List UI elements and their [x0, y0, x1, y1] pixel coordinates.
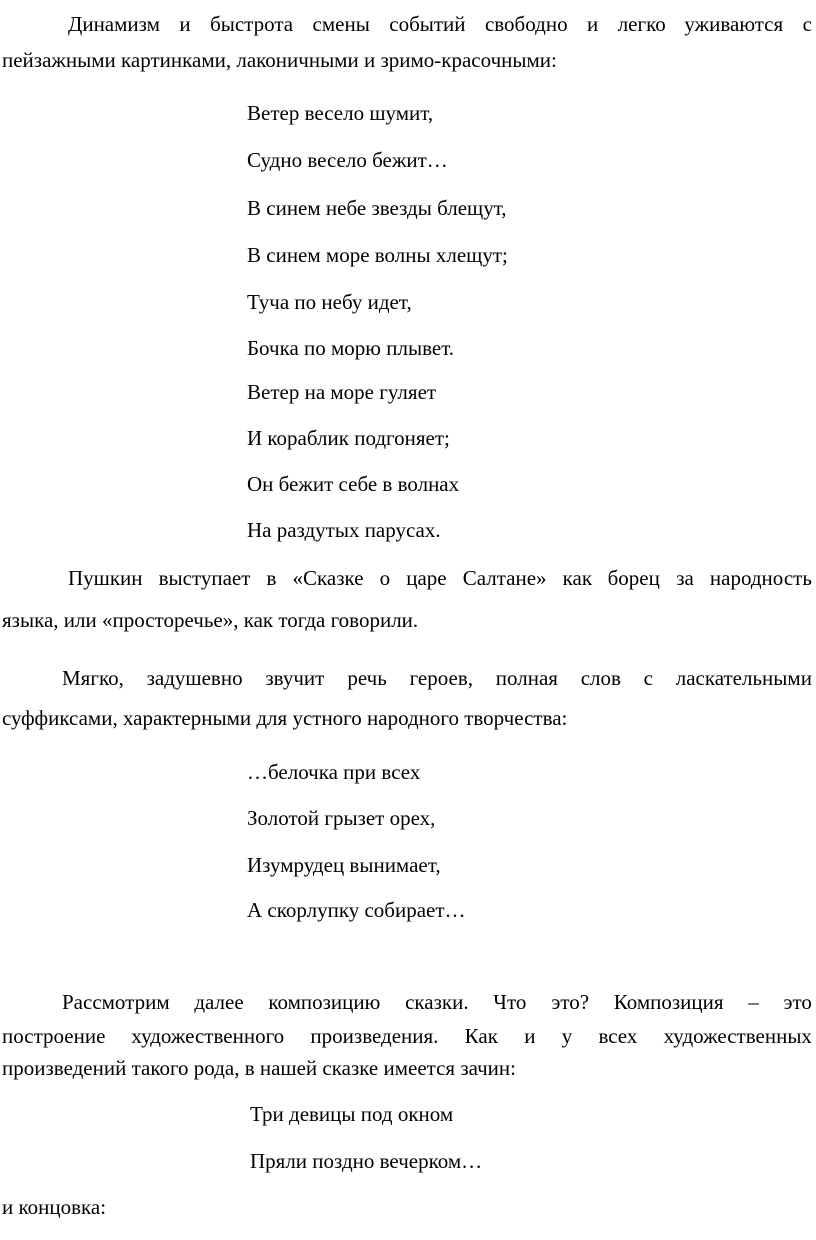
verse-line: В синем небе звезды блещут, [247, 196, 507, 220]
paragraph-3-line-2: суффиксами, характерными для устного народного творчества: [2, 706, 568, 730]
verse-line: Он бежит себе в волнах [247, 472, 460, 496]
paragraph-4-line-1: Рассмотрим далее композицию сказки. Что это? Композиция – это [62, 990, 812, 1014]
verse-line: Ветер на море гуляет [247, 380, 437, 404]
verse-line: На раздутых парусах. [247, 518, 441, 542]
verse-line: Туча по небу идет, [247, 290, 412, 314]
verse-line: В синем море волны хлещут; [247, 243, 508, 267]
verse-line: Бочка по морю плывет. [247, 336, 455, 360]
paragraph-4-line-3: произведений такого рода, в нашей сказке имеется зачин: [2, 1056, 516, 1080]
verse-line: Три девицы под окном [250, 1102, 454, 1126]
paragraph-1-line-1: Динамизм и быстрота смены событий свободно и легко уживаются с [68, 12, 812, 36]
paragraph-5-line-1: и концовка: [2, 1195, 107, 1219]
verse-line: Пряли поздно вечерком… [250, 1149, 483, 1173]
verse-line: Судно весело бежит… [247, 148, 448, 172]
paragraph-2-line-2: языка, или «просторечье», как тогда говорили. [2, 608, 419, 632]
verse-line: Изумрудец вынимает, [247, 853, 441, 877]
verse-line: А скорлупку собирает… [247, 898, 466, 922]
verse-line: Золотой грызет орех, [247, 806, 436, 830]
verse-line: …белочка при всех [247, 760, 421, 784]
paragraph-4-line-2: построение художественного произведения. Как и у всех художественных [2, 1024, 812, 1048]
verse-line: Ветер весело шумит, [247, 101, 434, 125]
verse-line: И кораблик подгоняет; [247, 426, 450, 450]
paragraph-2-line-1: Пушкин выступает в «Сказке о царе Салтане» как борец за народность [68, 566, 812, 590]
paragraph-1-line-2: пейзажными картинками, лаконичными и зримо-красочными: [2, 48, 557, 72]
paragraph-3-line-1: Мягко, задушевно звучит речь героев, полная слов с ласкательными [62, 666, 812, 690]
